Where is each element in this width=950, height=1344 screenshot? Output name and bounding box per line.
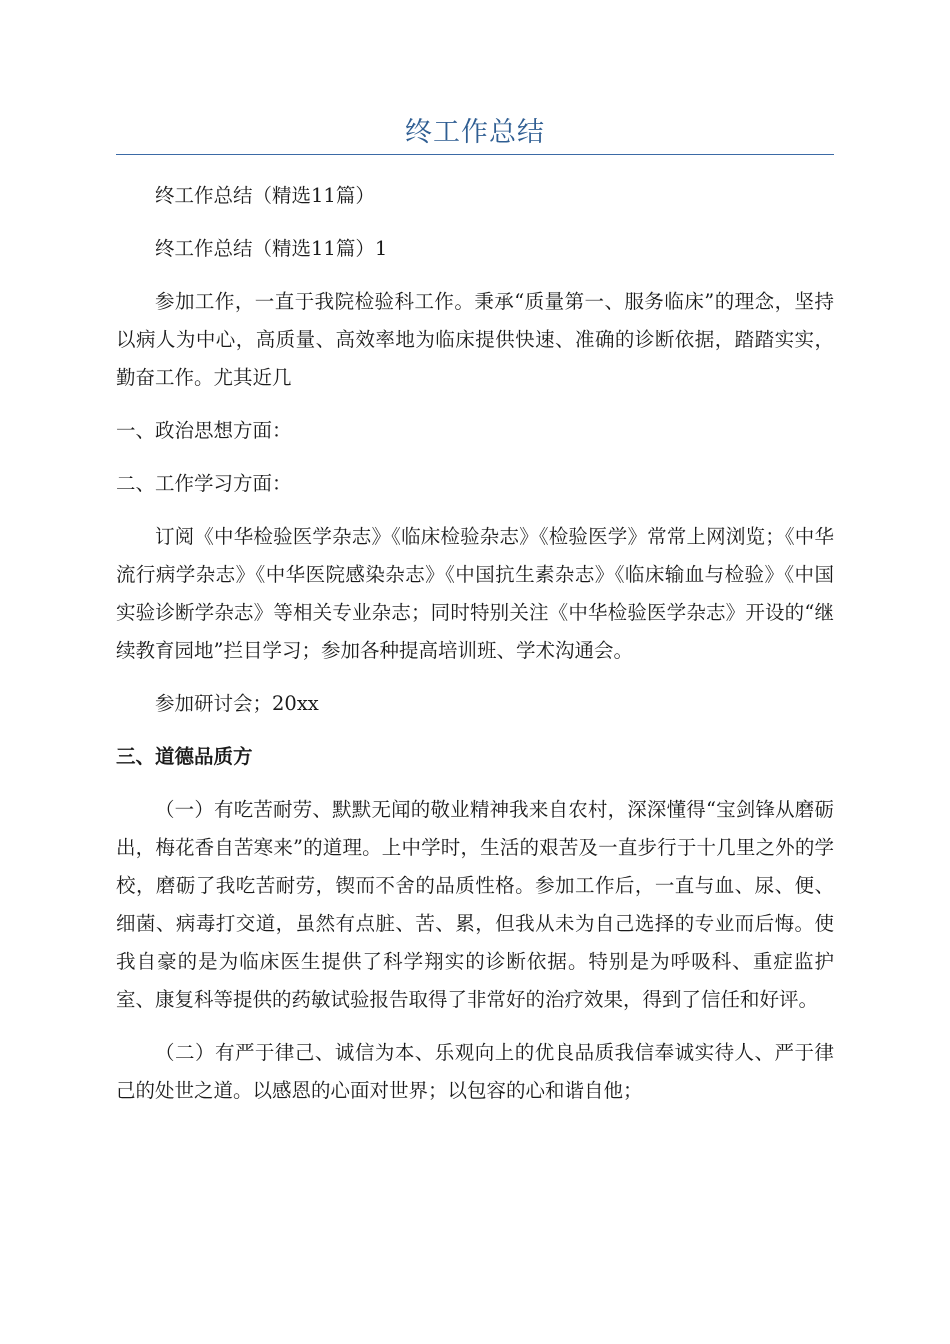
paragraph-hardworking: （一）有吃苦耐劳、默默无闻的敬业精神我来自农村，深深懂得“宝剑锋从磨砺出，梅花香自苦寒来”的道理。上中学时，生活的艰苦及一直步行于十几里之外的学校，磨砺了我吃苦耐劳，锲而不舍的品质性格。参加工作后，一直与血、尿、便、细菌、病毒打交道，虽然有点脏、苦、累，但我从未为自己选择的专业而后悔。使我自豪的是为临床医生提供了科学翔实的诊断依据。特别是为呼吸科、重症监护室、康复科等提供的药敏试验报告取得了非常好的治疗效果，得到了信任和好评。 <box>116 798 834 1011</box>
document-body <box>116 155 834 1110</box>
paragraph-journals: 订阅《中华检验医学杂志》《临床检验杂志》《检验医学》常常上网浏览；《中华流行病学杂志》《中华医院感染杂志》《中国抗生素杂志》《临床输血与检验》《中国实验诊断学杂志》等相关专业杂志；同时特别关注《中华检验医学杂志》开设的“继续教育园地”拦目学习；参加各种提高培训班、学术沟通会。 <box>116 525 834 662</box>
paragraph-self-discipline: （二）有严于律己、诚信为本、乐观向上的优良品质我信奉诚实待人、严于律己的处世之道。以感恩的心面对世界；以包容的心和谐自他； <box>116 1041 834 1102</box>
paragraph-section-heading: 终工作总结（精选11篇）1 <box>155 237 388 260</box>
paragraph-subtitle: 终工作总结（精选11篇） <box>155 184 375 207</box>
paragraph-seminar: 参加研讨会；20xx <box>155 692 319 715</box>
document-page <box>116 0 834 1110</box>
paragraph-intro: 参加工作，一直于我院检验科工作。秉承“质量第一、服务临床”的理念，坚持以病人为中心，高质量、高效率地为临床提供快速、准确的诊断依据，踏踏实实，勤奋工作。尤其近几 <box>116 290 834 389</box>
heading-political: 一、政治思想方面： <box>116 419 292 442</box>
document-title: 终工作总结 <box>405 117 545 148</box>
heading-moral-quality: 三、道德品质方 <box>116 745 253 768</box>
heading-work-study: 二、工作学习方面： <box>116 472 292 495</box>
